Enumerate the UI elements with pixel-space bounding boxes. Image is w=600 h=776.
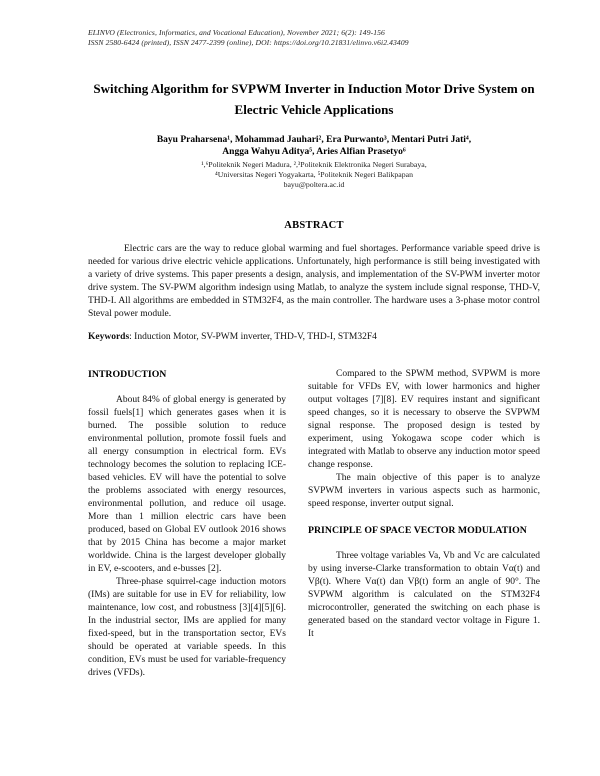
authors-block: [88, 134, 540, 158]
abstract-text: Electric cars are the way to reduce global warming and fuel shortages. Performance variable speed drive is needed for various drive electric vehicle applications. Unfortunately, high performance is still being investigated with a variety of drive systems. This paper presents a design, analysis, and implementation of the SV-PWM inverter motor drive system. The SV-PWM algorithm indesign using Matlab, to analyze the system include signal response, THD-V, THD-I. All algorithms are embedded in STM32F4, as the main controller. The hardware uses a 3-phase motor control Steval power module.: [88, 244, 540, 319]
comparison-paragraph-2: The main objective of this paper is to analyze SVPWM inverters in various aspects such as harmonic, speed response, inverter output signal.: [308, 473, 540, 509]
author-email: bayu@poltera.ac.id: [283, 180, 345, 189]
left-column: [88, 368, 286, 680]
introduction-paragraph-2: Three-phase squirrel-cage induction motors (IMs) are suitable for use in EV for reliability, low maintenance, low cost, and robustness [3][4][5][6]. In the industrial sector, IMs are applied for many fixed-speed, but in the transportation sector, EVs should be operated at variable speeds. In this condition, EVs must be used for variable-frequency drives (VFDs).: [88, 577, 286, 678]
section-heading-introduction: INTRODUCTION: [88, 369, 167, 380]
introduction-paragraph-1: About 84% of global energy is generated by fossil fuels[1] which generates gases when it is burned. The possible solution to reduce environmental pollution, promote fossil fuels and all energy consumption in electrical form. EVs technology becomes the solution to replacing ICE-based vehicles. EV will have the potential to solve the problems associated with energy resources, environmental pollution, and reduce oil usage. More than 1 million electric cars have been produced, based on Global EV outlook 2016 shows that by 2015 China has become a major market worldwide. China is the largest developer globally in EV, e-scooters, and e-busses [2].: [88, 395, 286, 574]
affiliations-line2: ⁴Universitas Negeri Yogyakarta, ⁵Politeknik Negeri Balikpapan: [215, 170, 413, 179]
right-column: [308, 368, 540, 680]
abstract-heading: ABSTRACT: [284, 220, 344, 231]
two-column-body: [88, 368, 540, 680]
journal-header: [88, 28, 540, 48]
affiliations-block: [88, 160, 540, 180]
authors-line1: Bayu Praharsena¹, Mohammad Jauhari², Era Purwanto³, Mentari Putri Jati⁴,: [156, 135, 472, 145]
keywords-text: : Induction Motor, SV-PWM inverter, THD-V, THD-I, STM32F4: [129, 332, 377, 342]
authors-line2: Angga Wahyu Aditya⁵, Aries Alfian Prasetyo⁶: [222, 147, 406, 157]
section-heading-principle: PRINCIPLE OF SPACE VECTOR MODULATION: [308, 525, 527, 536]
keywords-line: [88, 331, 540, 344]
affiliations-line1: ¹,⁶Politeknik Negeri Madura, ²,³Politeknik Elektronika Negeri Surabaya,: [201, 160, 427, 169]
journal-header-line1: ELINVO (Electronics, Informatics, and Vocational Education), November 2021; 6(2): 149-156: [88, 28, 385, 37]
principle-paragraph-1: Three voltage variables Va, Vb and Vc are calculated by using inverse-Clarke transformation to obtain Vα(t) and Vβ(t). Where Vα(t) dan Vβ(t) form an angle of 90°. The SVPWM algorithm is calculated on the STM32F4 microcontroller, generated the switching on each phase is generated based on the standard vector voltage in Figure 1. It: [308, 551, 540, 639]
comparison-paragraph-1: Compared to the SPWM method, SVPWM is more suitable for VFDs EV, with lower harmonics and higher output voltages [7][8]. EV requires instant and significant speed changes, so it is necessary to observe the SVPWM signal response. The proposed design is tested by experiment, using Yokogawa scope coder which is integrated with Matlab to observe any induction motor speed change response.: [308, 369, 540, 470]
journal-header-line2: ISSN 2580-6424 (printed), ISSN 2477-2399 (online), DOI: https://doi.org/10.21831/elinvo.v6i2.43409: [88, 38, 409, 47]
paper-title: Switching Algorithm for SVPWM Inverter in Induction Motor Drive System on Electric Vehicle Applications: [93, 81, 535, 117]
keywords-label: Keywords: [88, 332, 130, 342]
